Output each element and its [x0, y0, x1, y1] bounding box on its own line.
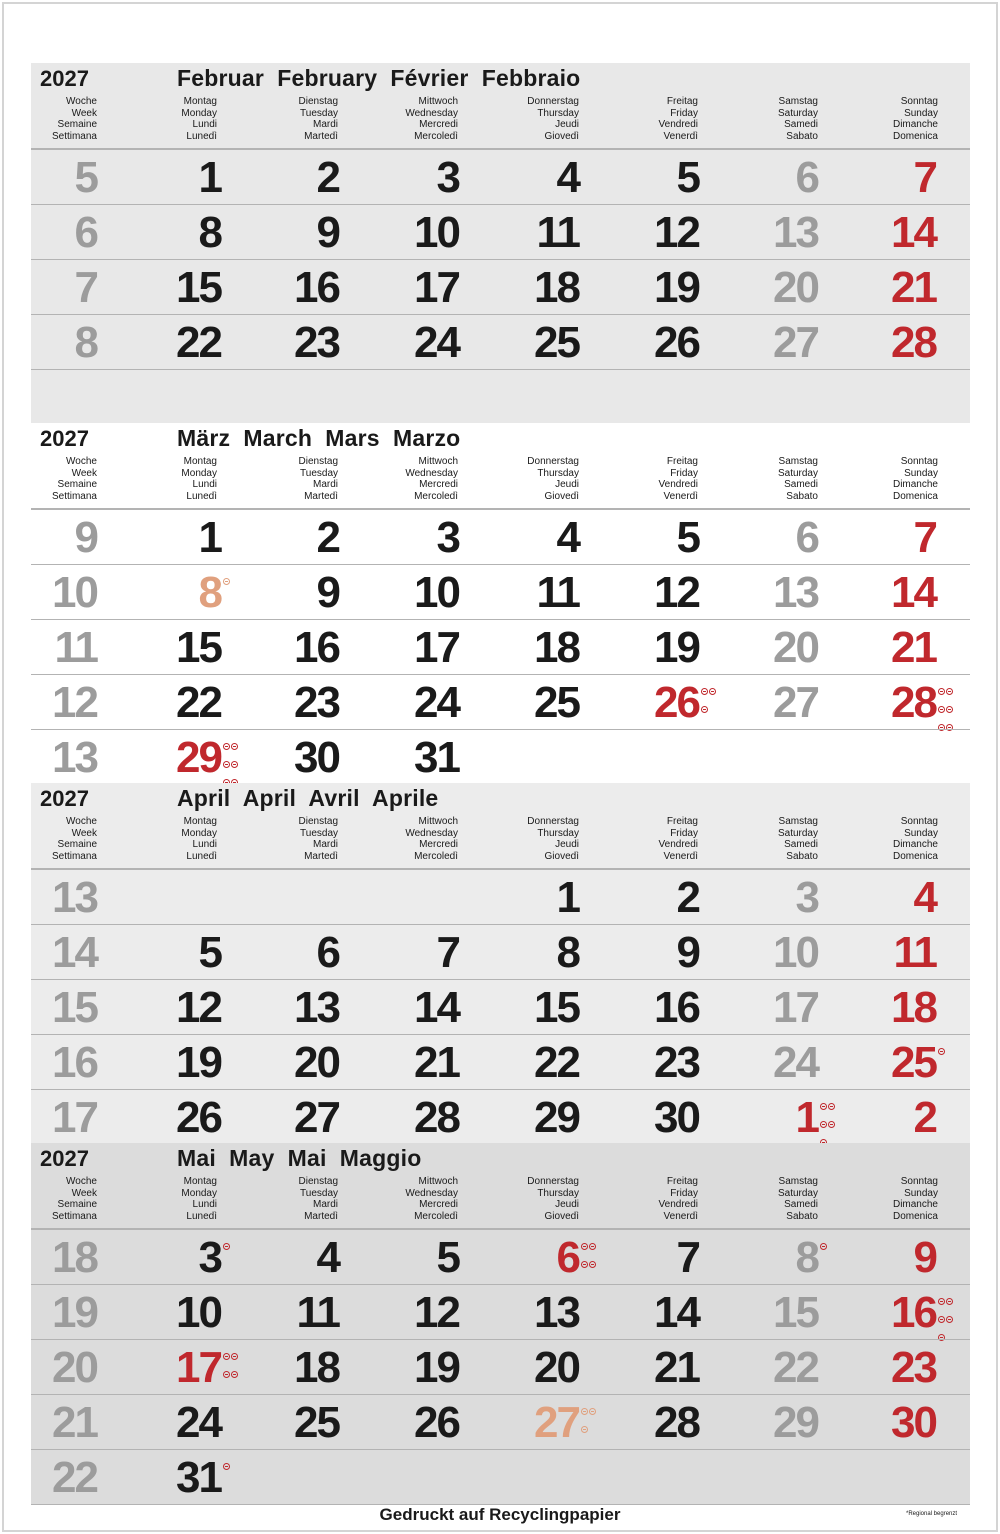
day-number: 13 — [773, 208, 818, 257]
day-number: 29 — [534, 1093, 579, 1142]
weekday-header: Donnerstag Thursday Jeudi Giovedì — [527, 96, 579, 142]
week-number: 14 — [52, 928, 97, 977]
day-number: 26 — [654, 678, 699, 727]
week-row — [31, 315, 970, 369]
canton-icon — [938, 1316, 945, 1323]
weekday-header: Montag Monday Lundi Lunedì — [181, 816, 217, 862]
week-number: 22 — [52, 1453, 97, 1502]
month-block — [31, 1143, 970, 1505]
week-row — [31, 1090, 970, 1144]
canton-icon — [223, 761, 230, 768]
day-number: 5 — [198, 928, 221, 977]
day-number: 2 — [316, 153, 339, 202]
canton-icon — [581, 1426, 588, 1433]
canton-icon — [828, 1103, 835, 1110]
day-number: 21 — [654, 1343, 699, 1392]
day-number: 24 — [414, 678, 459, 727]
day-number: 13 — [294, 983, 339, 1032]
day-number: 19 — [176, 1038, 221, 1087]
weekday-header: Dienstag Tuesday Mardi Martedì — [298, 816, 338, 862]
day-number: 12 — [176, 983, 221, 1032]
day-number: 13 — [773, 568, 818, 617]
week-row — [31, 205, 970, 259]
canton-icon — [581, 1408, 588, 1415]
canton-symbols — [581, 1239, 601, 1275]
canton-icon — [820, 1103, 827, 1110]
week-number: 17 — [52, 1093, 97, 1142]
canton-icon — [589, 1243, 596, 1250]
day-number: 4 — [913, 873, 936, 922]
day-number: 3 — [436, 513, 459, 562]
day-number: 31 — [414, 733, 459, 782]
day-number: 31 — [176, 1453, 221, 1502]
footer-text: Gedruckt auf Recyclingpapier — [379, 1505, 621, 1524]
day-number: 9 — [913, 1233, 936, 1282]
day-number: 7 — [436, 928, 459, 977]
day-number: 21 — [891, 623, 936, 672]
weekday-header: Mittwoch Wednesday Mercredi Mercoledì — [405, 816, 458, 862]
day-number: 14 — [891, 208, 936, 257]
day-number: 1 — [556, 873, 579, 922]
day-number: 2 — [913, 1093, 936, 1142]
week-row — [31, 510, 970, 564]
week-column-header: Woche Week Semaine Settimana — [51, 96, 97, 142]
canton-icon — [589, 1408, 596, 1415]
weekday-header: Mittwoch Wednesday Mercredi Mercoledì — [405, 96, 458, 142]
weekday-header: Mittwoch Wednesday Mercredi Mercoledì — [405, 456, 458, 502]
week-number: 16 — [52, 1038, 97, 1087]
day-number: 20 — [773, 623, 818, 672]
month-title: April April Avril Aprile — [177, 785, 439, 811]
weekday-header: Sonntag Sunday Dimanche Domenica — [892, 96, 938, 142]
day-number: 23 — [294, 318, 339, 367]
footnote: *Regional begrenzt — [906, 1511, 958, 1517]
week-row — [31, 675, 970, 729]
canton-icon — [820, 1243, 827, 1250]
weekday-header: Freitag Friday Vendredi Venerdì — [658, 816, 698, 862]
day-number: 27 — [534, 1398, 579, 1447]
day-number: 17 — [414, 623, 459, 672]
week-row — [31, 980, 970, 1034]
day-number: 10 — [414, 208, 459, 257]
day-number: 18 — [534, 263, 579, 312]
day-number: 10 — [176, 1288, 221, 1337]
day-number: 1 — [198, 513, 221, 562]
day-number: 3 — [436, 153, 459, 202]
day-number: 16 — [654, 983, 699, 1032]
day-number: 20 — [294, 1038, 339, 1087]
day-number: 15 — [534, 983, 579, 1032]
canton-icon — [223, 578, 230, 585]
row-separator — [31, 369, 970, 370]
canton-icon — [231, 743, 238, 750]
week-number: 13 — [52, 733, 97, 782]
canton-icon — [581, 1261, 588, 1268]
canton-symbols — [581, 1404, 601, 1440]
day-number: 3 — [198, 1233, 221, 1282]
day-number: 10 — [414, 568, 459, 617]
day-number: 15 — [176, 623, 221, 672]
day-number: 15 — [773, 1288, 818, 1337]
weekday-header: Montag Monday Lundi Lunedì — [181, 456, 217, 502]
day-number: 4 — [556, 153, 579, 202]
weekday-header: Dienstag Tuesday Mardi Martedì — [298, 1176, 338, 1222]
week-column-header: Woche Week Semaine Settimana — [51, 1176, 97, 1222]
day-number: 24 — [176, 1398, 221, 1447]
day-number: 9 — [316, 568, 339, 617]
canton-icon — [231, 1371, 238, 1378]
weekday-header: Donnerstag Thursday Jeudi Giovedì — [527, 456, 579, 502]
day-number: 9 — [316, 208, 339, 257]
day-number: 21 — [891, 263, 936, 312]
day-number: 18 — [534, 623, 579, 672]
day-number: 27 — [773, 318, 818, 367]
weekday-header: Sonntag Sunday Dimanche Domenica — [892, 456, 938, 502]
day-number: 26 — [414, 1398, 459, 1447]
day-number: 17 — [176, 1343, 221, 1392]
week-column-header: Woche Week Semaine Settimana — [51, 456, 97, 502]
day-number: 29 — [773, 1398, 818, 1447]
canton-symbols — [820, 1239, 840, 1257]
canton-icon — [938, 706, 945, 713]
day-number: 26 — [654, 318, 699, 367]
weekday-header: Freitag Friday Vendredi Venerdì — [658, 456, 698, 502]
week-number: 10 — [52, 568, 97, 617]
canton-symbols — [223, 1349, 243, 1385]
day-number: 25 — [534, 678, 579, 727]
canton-icon — [223, 1463, 230, 1470]
day-number: 30 — [654, 1093, 699, 1142]
day-number: 27 — [773, 678, 818, 727]
week-number: 18 — [52, 1233, 97, 1282]
canton-icon — [946, 688, 953, 695]
day-number: 11 — [536, 568, 579, 617]
week-row — [31, 1285, 970, 1339]
day-number: 2 — [316, 513, 339, 562]
week-row — [31, 870, 970, 924]
weekday-header: Dienstag Tuesday Mardi Martedì — [298, 456, 338, 502]
day-number: 7 — [676, 1233, 699, 1282]
canton-icon — [223, 1243, 230, 1250]
week-row — [31, 620, 970, 674]
day-number: 24 — [773, 1038, 818, 1087]
day-number: 7 — [913, 153, 936, 202]
day-number: 24 — [414, 318, 459, 367]
week-row — [31, 730, 970, 784]
day-number: 11 — [536, 208, 579, 257]
day-number: 12 — [654, 568, 699, 617]
day-number: 11 — [296, 1288, 339, 1337]
month-title: Februar February Février Febbraio — [177, 65, 581, 91]
canton-icon — [231, 761, 238, 768]
canton-symbols — [223, 1459, 243, 1477]
canton-icon — [938, 1048, 945, 1055]
canton-icon — [946, 1298, 953, 1305]
day-number: 8 — [198, 568, 221, 617]
weekday-header: Dienstag Tuesday Mardi Martedì — [298, 96, 338, 142]
weekday-header: Samstag Saturday Samedi Sabato — [777, 816, 818, 862]
day-number: 23 — [654, 1038, 699, 1087]
weekday-header: Freitag Friday Vendredi Venerdì — [658, 96, 698, 142]
week-row — [31, 1035, 970, 1089]
day-number: 18 — [891, 983, 936, 1032]
week-row — [31, 925, 970, 979]
day-number: 6 — [316, 928, 339, 977]
day-number: 22 — [176, 318, 221, 367]
day-number: 16 — [294, 623, 339, 672]
day-number: 8 — [795, 1233, 818, 1282]
week-number: 15 — [52, 983, 97, 1032]
canton-icon — [946, 706, 953, 713]
day-number: 5 — [436, 1233, 459, 1282]
day-number: 8 — [556, 928, 579, 977]
day-number: 21 — [414, 1038, 459, 1087]
day-number: 11 — [893, 928, 936, 977]
day-number: 18 — [294, 1343, 339, 1392]
weekday-header: Samstag Saturday Samedi Sabato — [777, 96, 818, 142]
week-row — [31, 260, 970, 314]
day-number: 5 — [676, 153, 699, 202]
month-year: 2027 — [40, 786, 89, 811]
weekday-header: Samstag Saturday Samedi Sabato — [777, 1176, 818, 1222]
day-number: 16 — [294, 263, 339, 312]
canton-icon — [701, 706, 708, 713]
canton-symbols — [938, 1044, 958, 1062]
weekday-header: Mittwoch Wednesday Mercredi Mercoledì — [405, 1176, 458, 1222]
day-number: 19 — [414, 1343, 459, 1392]
day-number: 4 — [316, 1233, 339, 1282]
weekday-header: Sonntag Sunday Dimanche Domenica — [892, 816, 938, 862]
month-year: 2027 — [40, 1146, 89, 1171]
canton-icon — [946, 1316, 953, 1323]
canton-icon — [231, 1353, 238, 1360]
week-number: 19 — [52, 1288, 97, 1337]
day-number: 9 — [676, 928, 699, 977]
weekday-header: Samstag Saturday Samedi Sabato — [777, 456, 818, 502]
canton-icon — [223, 1353, 230, 1360]
day-number: 8 — [198, 208, 221, 257]
month-block — [31, 63, 970, 423]
canton-icon — [938, 1298, 945, 1305]
day-number: 6 — [795, 513, 818, 562]
day-number: 4 — [556, 513, 579, 562]
week-column-header: Woche Week Semaine Settimana — [51, 816, 97, 862]
day-number: 12 — [414, 1288, 459, 1337]
weekday-header: Montag Monday Lundi Lunedì — [181, 1176, 217, 1222]
day-number: 17 — [414, 263, 459, 312]
day-number: 20 — [534, 1343, 579, 1392]
day-number: 6 — [556, 1233, 579, 1282]
week-row — [31, 1395, 970, 1449]
day-number: 26 — [176, 1093, 221, 1142]
weekday-header: Sonntag Sunday Dimanche Domenica — [892, 1176, 938, 1222]
day-number: 15 — [176, 263, 221, 312]
canton-icon — [223, 743, 230, 750]
canton-icon — [828, 1121, 835, 1128]
day-number: 17 — [773, 983, 818, 1032]
day-number: 25 — [891, 1038, 936, 1087]
canton-icon — [701, 688, 708, 695]
day-number: 25 — [534, 318, 579, 367]
day-number: 23 — [891, 1343, 936, 1392]
day-number: 28 — [654, 1398, 699, 1447]
day-number: 19 — [654, 623, 699, 672]
week-number: 8 — [74, 318, 97, 367]
canton-icon — [589, 1261, 596, 1268]
canton-symbols — [223, 1239, 243, 1257]
day-number: 1 — [795, 1093, 818, 1142]
day-number: 6 — [795, 153, 818, 202]
day-number: 22 — [534, 1038, 579, 1087]
canton-icon — [820, 1121, 827, 1128]
canton-icon — [581, 1243, 588, 1250]
day-number: 22 — [773, 1343, 818, 1392]
weekday-header: Freitag Friday Vendredi Venerdì — [658, 1176, 698, 1222]
week-number: 11 — [54, 623, 97, 672]
month-year: 2027 — [40, 66, 89, 91]
day-number: 30 — [294, 733, 339, 782]
day-number: 27 — [294, 1093, 339, 1142]
day-number: 19 — [654, 263, 699, 312]
day-number: 14 — [891, 568, 936, 617]
day-number: 16 — [891, 1288, 936, 1337]
week-number: 6 — [74, 208, 97, 257]
week-row — [31, 1230, 970, 1284]
week-row — [31, 1450, 970, 1504]
week-number: 12 — [52, 678, 97, 727]
day-number: 30 — [891, 1398, 936, 1447]
canton-icon — [223, 1371, 230, 1378]
week-number: 13 — [52, 873, 97, 922]
day-number: 12 — [654, 208, 699, 257]
day-number: 23 — [294, 678, 339, 727]
month-block — [31, 423, 970, 783]
weekday-header: Montag Monday Lundi Lunedì — [181, 96, 217, 142]
week-number: 21 — [52, 1398, 97, 1447]
month-title: März March Mars Marzo — [177, 425, 461, 451]
day-number: 14 — [654, 1288, 699, 1337]
day-number: 1 — [198, 153, 221, 202]
day-number: 20 — [773, 263, 818, 312]
day-number: 29 — [176, 733, 221, 782]
weekday-header: Donnerstag Thursday Jeudi Giovedì — [527, 1176, 579, 1222]
canton-symbols — [223, 574, 243, 592]
day-number: 28 — [414, 1093, 459, 1142]
day-number: 22 — [176, 678, 221, 727]
day-number: 25 — [294, 1398, 339, 1447]
day-number: 10 — [773, 928, 818, 977]
day-number: 7 — [913, 513, 936, 562]
month-block — [31, 783, 970, 1143]
week-number: 9 — [74, 513, 97, 562]
weekday-header: Donnerstag Thursday Jeudi Giovedì — [527, 816, 579, 862]
canton-icon — [709, 688, 716, 695]
month-year: 2027 — [40, 426, 89, 451]
day-number: 28 — [891, 678, 936, 727]
week-number: 5 — [74, 153, 97, 202]
day-number: 13 — [534, 1288, 579, 1337]
day-number: 3 — [795, 873, 818, 922]
day-number: 28 — [891, 318, 936, 367]
day-number: 14 — [414, 983, 459, 1032]
day-number: 2 — [676, 873, 699, 922]
canton-icon — [938, 688, 945, 695]
week-row — [31, 1340, 970, 1394]
week-row — [31, 565, 970, 619]
week-number: 20 — [52, 1343, 97, 1392]
week-row — [31, 150, 970, 204]
week-number: 7 — [74, 263, 97, 312]
month-title: Mai May Mai Maggio — [177, 1145, 422, 1171]
day-number: 5 — [676, 513, 699, 562]
canton-symbols — [701, 684, 721, 720]
